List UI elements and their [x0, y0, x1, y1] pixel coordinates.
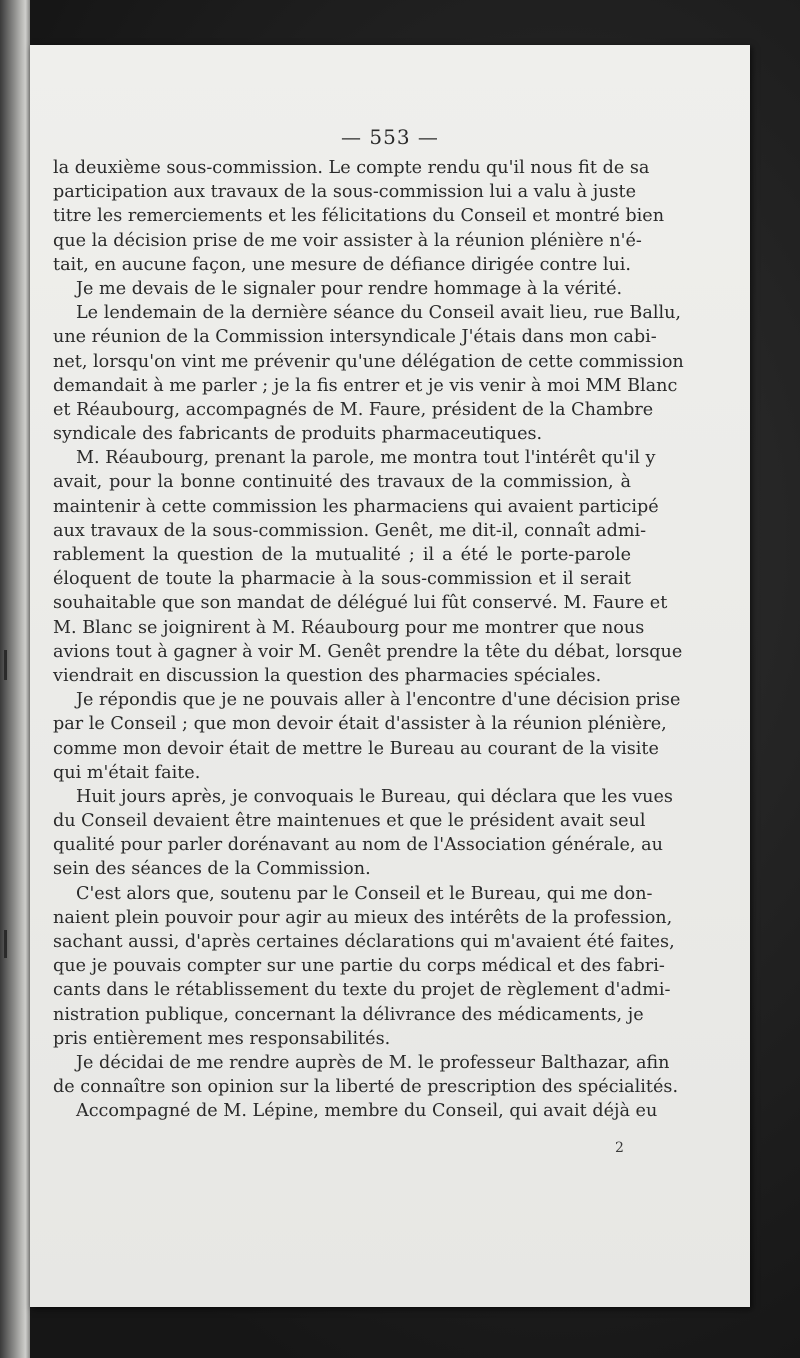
text-line: M. Blanc se joignirent à M. Réaubourg pour me montrer que nous [53, 617, 645, 638]
text-line: Huit jours après, je convoquais le Bureau, qui déclara que les vues [76, 786, 673, 807]
text-line: nistration publique, concernant la délivrance des médicaments, je [53, 1004, 644, 1025]
text-line: une réunion de la Commission intersyndicale J'étais dans mon cabi- [53, 327, 657, 348]
text-line: sachant aussi, d'après certaines déclarations qui m'avaient été faites, [53, 932, 675, 952]
text-line: tait, en aucune façon, une mesure de défiance dirigée contre lui. [53, 254, 632, 275]
text-line: que je pouvais compter sur une partie du corps médical et des fabri- [53, 956, 665, 977]
text-line: Je me devais de le signaler pour rendre hommage à la vérité. [76, 278, 623, 299]
text-line: Le lendemain de la dernière séance du Conseil avait lieu, rue Ballu, [76, 303, 682, 324]
text-line: rablement la question de la mutualité ; il a été le porte-parole [53, 545, 631, 565]
gutter-mark [4, 930, 7, 958]
text-line: la deuxième sous-commission. Le compte rendu qu'il nous fit de sa [53, 158, 650, 178]
text-line: par le Conseil ; que mon devoir était d'assister à la réunion plénière, [53, 714, 667, 735]
text-line: qualité pour parler dorénavant au nom de l'Association générale, au [53, 835, 663, 856]
text-line: C'est alors que, soutenu par le Conseil et le Bureau, qui me don- [76, 883, 653, 904]
text-line: que la décision prise de me voir assister à la réunion plénière n'é- [53, 230, 642, 251]
text-line: net, lorsqu'on vint me prévenir qu'une délégation de cette commission [53, 351, 684, 372]
text-line: cants dans le rétablissement du texte du projet de règlement d'admi- [53, 980, 671, 1001]
body-text [53, 156, 684, 1124]
text-line: avait, pour la bonne continuité des travaux de la commission, à [53, 472, 631, 493]
text-line: participation aux travaux de la sous-commission lui a valu à juste [53, 182, 637, 203]
text-line: demandait à me parler ; je la fis entrer et je vis venir à moi MM Blanc [53, 375, 678, 396]
text-line: de connaître son opinion sur la liberté de prescription des spécialités. [53, 1077, 679, 1098]
book-page [30, 45, 750, 1307]
text-line: comme mon devoir était de mettre le Bureau au courant de la visite [53, 738, 659, 759]
text-line: avions tout à gagner à voir M. Genêt prendre la tête du débat, lorsque [53, 641, 683, 662]
previous-page-edge [0, 0, 30, 1358]
text-line: du Conseil devaient être maintenues et que le président avait seul [53, 811, 646, 832]
text-line: maintenir à cette commission les pharmaciens qui avaient participé [53, 496, 659, 517]
text-line: souhaitable que son mandat de délégué lui fût conservé. M. Faure et [53, 593, 668, 614]
text-line: qui m'était faite. [53, 762, 201, 783]
signature-mark: 2 [615, 1140, 624, 1156]
page-number: — 553 — [341, 125, 439, 149]
text-line: Je décidai de me rendre auprès de M. le professeur Balthazar, afin [76, 1052, 670, 1073]
text-line: titre les remerciements et les félicitations du Conseil et montré bien [53, 206, 665, 227]
text-line: éloquent de toute la pharmacie à la sous-commission et il serait [53, 569, 631, 590]
text-line: syndicale des fabricants de produits pharmaceutiques. [53, 424, 543, 445]
text-line: pris entièrement mes responsabilités. [53, 1028, 391, 1049]
text-line: M. Réaubourg, prenant la parole, me montra tout l'intérêt qu'il y [76, 448, 656, 469]
gutter-mark [4, 650, 7, 680]
text-line: naient plein pouvoir pour agir au mieux des intérêts de la profession, [53, 907, 673, 928]
text-line: sein des séances de la Commission. [53, 859, 371, 880]
text-line: et Réaubourg, accompagnés de M. Faure, président de la Chambre [53, 399, 654, 420]
text-line: aux travaux de la sous-commission. Genêt, me dit-il, connaît admi- [53, 520, 647, 541]
text-line: viendrait en discussion la question des pharmacies spéciales. [53, 665, 602, 686]
text-line: Accompagné de M. Lépine, membre du Conseil, qui avait déjà eu [76, 1101, 658, 1122]
text-line: Je répondis que je ne pouvais aller à l'encontre d'une décision prise [76, 690, 681, 711]
